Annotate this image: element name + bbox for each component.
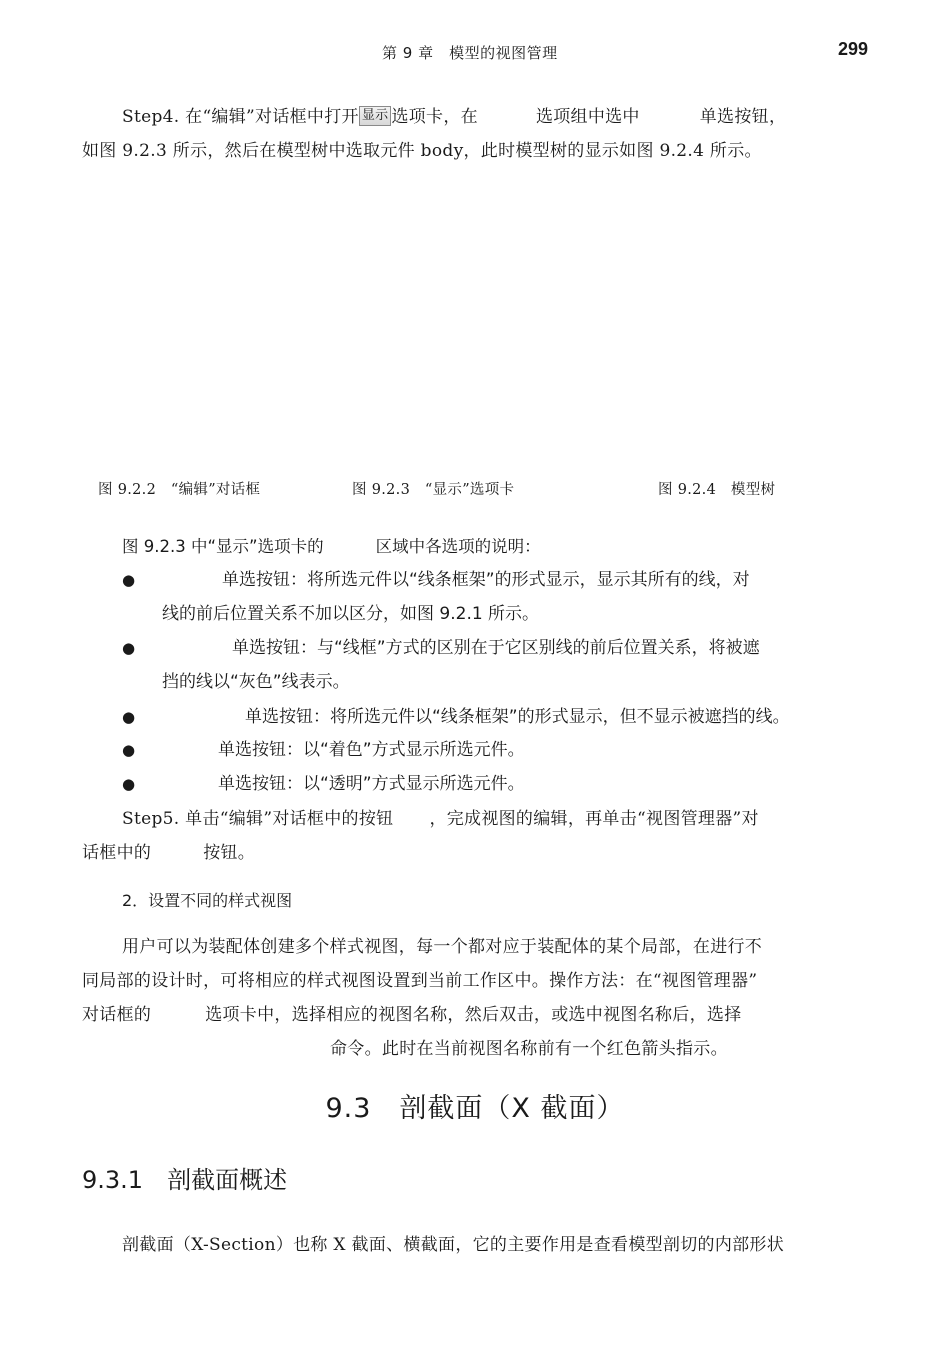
- page-number: 299: [837, 39, 868, 59]
- section-9-3-1-paragraph: [82, 1228, 870, 1262]
- bullet-3-text: 单选按钮：将所选元件以“线条框架”的形式显示，但不显示被遮挡的线。: [245, 707, 790, 727]
- chapter-title: 第 9 章 模型的视图管理: [382, 44, 558, 62]
- description-intro: [122, 533, 541, 557]
- section-2-line-3b: 选项卡中，选择相应的视图名称，然后双击，或选中视图名称后，选择: [205, 1005, 742, 1025]
- step4-text-3: 选项组中选中: [535, 107, 640, 127]
- bullet-item-2: [122, 631, 870, 699]
- section-2-line-4: 命令。此时在当前视图名称前有一个红色箭头指示。: [330, 1039, 728, 1059]
- step4-line-2: 如图 9.2.3 所示，然后在模型树中选取元件 body，此时模型树的显示如图 9.2.4 所示。: [82, 141, 762, 161]
- section-9-3-1-line-1: 剖截面（X-Section）也称 X 截面、横截面，它的主要作用是查看模型剖切的内部形状: [122, 1235, 785, 1255]
- section-2-line-2: 同局部的设计时，可将相应的样式视图设置到当前工作区中。操作方法：在“视图管理器”: [82, 971, 758, 991]
- step5-text-4: 按钮。: [203, 843, 256, 863]
- figure-area: [82, 175, 870, 465]
- bullet-dot: ●: [122, 708, 136, 726]
- step4-paragraph: [82, 100, 870, 168]
- step4-text-1: Step4. 在“编辑”对话框中打开: [122, 107, 359, 127]
- bullet-dot: ●: [122, 571, 136, 589]
- description-intro-a: 图 9.2.3 中“显示”选项卡的: [122, 537, 324, 556]
- section-2-heading: 2．设置不同的样式视图: [122, 891, 293, 910]
- step5-text-1: Step5. 单击“编辑”对话框中的按钮: [122, 809, 394, 829]
- bullet-item-5: [122, 767, 870, 801]
- bullet-1-line-2: 线的前后位置关系不加以区分，如图 9.2.1 所示。: [162, 604, 540, 624]
- bullet-5-text: 单选按钮：以“透明”方式显示所选元件。: [218, 774, 525, 794]
- step5-text-2: ，完成视图的编辑，再单击“视图管理器”对: [429, 809, 759, 829]
- bullet-4-text: 单选按钮：以“着色”方式显示所选元件。: [218, 740, 525, 760]
- section-2-paragraph: [82, 930, 870, 1066]
- bullet-item-1: [122, 563, 870, 631]
- bullet-1-line-1: 单选按钮：将所选元件以“线条框架”的形式显示，显示其所有的线，对: [222, 570, 750, 590]
- section-9-3-title: 9.3 剖截面（X 截面）: [325, 1093, 625, 1124]
- bullet-dot: ●: [122, 741, 136, 759]
- bullet-dot: ●: [122, 775, 136, 793]
- bullet-2-line-1: 单选按钮：与“线框”方式的区别在于它区别线的前后位置关系，将被遮: [232, 638, 760, 658]
- section-2-line-1: 用户可以为装配体创建多个样式视图，每一个都对应于装配体的某个局部，在进行不: [122, 937, 763, 957]
- bullet-2-line-2: 挡的线以“灰色”线表示。: [162, 672, 350, 692]
- bullet-dot: ●: [122, 639, 136, 657]
- bullet-item-4: [122, 733, 870, 767]
- step4-text-2: 选项卡，在: [391, 107, 478, 127]
- display-tab-label: 显示: [359, 106, 392, 126]
- caption-fig-9-2-4: 图 9.2.4 模型树: [658, 482, 776, 498]
- caption-fig-9-2-2: 图 9.2.2 “编辑”对话框: [98, 482, 261, 498]
- bullet-item-3: [122, 700, 870, 734]
- section-2-line-3a: 对话框的: [82, 1005, 152, 1025]
- step5-paragraph: [82, 802, 870, 870]
- step4-text-4: 单选按钮，: [699, 107, 787, 127]
- description-intro-b: 区域中各选项的说明：: [375, 537, 541, 556]
- section-9-3-1-title: 9.3.1 剖截面概述: [82, 1166, 288, 1194]
- step5-text-3: 话框中的: [82, 843, 152, 863]
- caption-fig-9-2-3: 图 9.2.3 “显示”选项卡: [352, 482, 515, 498]
